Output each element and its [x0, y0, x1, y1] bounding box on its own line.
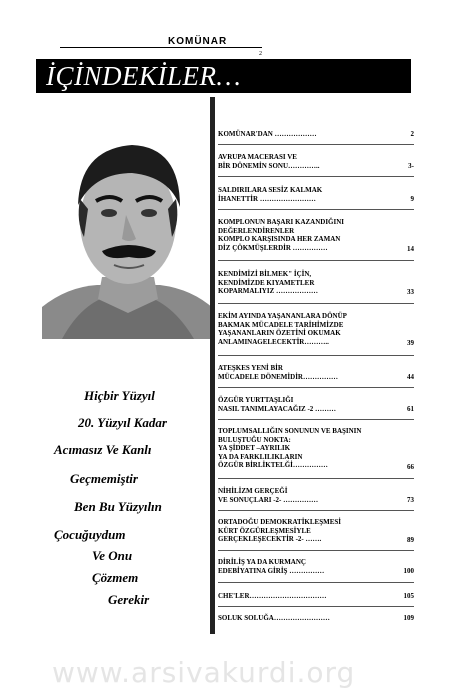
quote-line: Acımasız Ve Kanlı	[54, 442, 152, 457]
toc-page: 33	[407, 288, 414, 296]
toc-title-line: YAŞANANLARIN ÖZETİNİ OKUMAK	[218, 329, 341, 338]
toc-title-line: BİR DÖNEMİN SONU…………..	[218, 161, 320, 170]
quote-line: Ben Bu Yüzyılın	[74, 499, 162, 514]
toc-separator	[218, 144, 414, 145]
toc-title-line: İHANETTİR ……………………	[218, 194, 316, 203]
toc-entry[interactable]	[218, 396, 414, 413]
toc-page: 39	[407, 339, 414, 347]
toc-page: 89	[407, 536, 414, 544]
toc-title-line: ÖZGÜR YURTTAŞLIĞI	[218, 396, 294, 404]
toc-page: 61	[407, 405, 414, 413]
toc-separator	[218, 478, 414, 479]
toc-separator	[218, 510, 414, 511]
toc-title-line: KENDİMİZİ BİLMEK" İÇİN,	[218, 270, 312, 278]
toc-entry[interactable]	[218, 558, 414, 575]
toc-title-line: KOPARMALIYIZ ………………	[218, 287, 319, 296]
toc-title-line: TOPLUMSALLIĞIN SONUNUN VE BAŞININ	[218, 427, 362, 435]
toc-entry[interactable]	[218, 427, 414, 470]
toc-page: 109	[403, 614, 414, 622]
toc-entry[interactable]	[218, 364, 414, 381]
toc-title-line: BULUŞTUĞU NOKTA:	[218, 435, 291, 444]
toc-title-line: EKİM AYINDA YAŞANANLARA DÖNÜP	[218, 312, 347, 320]
toc-separator	[218, 303, 414, 304]
toc-title-line: SOLUK SOLUĞA……………………	[218, 614, 330, 622]
toc-title-line: BAKMAK MÜCADELE TARİHİMİZDE	[218, 320, 344, 329]
toc-entry[interactable]	[218, 592, 414, 601]
toc-entry[interactable]	[218, 487, 414, 504]
toc-entry[interactable]	[218, 153, 414, 170]
toc-title-line: VE SONUÇLARI -2- ……………	[218, 495, 319, 504]
toc-title-line: ATEŞKES YENİ BİR	[218, 364, 283, 372]
toc-title-line: KOMPLONUN BAŞARI KAZANDIĞINI	[218, 218, 345, 226]
toc-title-line: MÜCADELE DÖNEMİDİR……………	[218, 372, 338, 381]
toc-title-line: KOMPLO KARŞISINDA HER ZAMAN	[218, 235, 341, 244]
page-number: 2	[259, 51, 262, 57]
toc-title-line: YA DA FARKLILIKLARIN	[218, 452, 303, 461]
toc-page: 105	[403, 592, 414, 600]
toc-page: 73	[407, 496, 414, 504]
toc-title-line: AVRUPA MACERASI VE	[218, 153, 297, 161]
portrait-image	[42, 127, 214, 339]
toc-title-line: NASIL TANIMLAYACAĞIZ -2 ………	[218, 404, 337, 413]
toc-separator	[218, 550, 414, 551]
toc-separator	[218, 606, 414, 607]
toc-separator	[218, 209, 414, 210]
toc-entry[interactable]	[218, 270, 414, 296]
toc-title-line: GERÇEKLEŞECEKTİR -2- …….	[218, 535, 322, 544]
toc-separator	[218, 260, 414, 261]
toc-page: 3-	[408, 162, 414, 170]
toc-title-line: KENDİMİZDE KIYAMETLER	[218, 278, 315, 287]
toc-entry[interactable]	[218, 186, 414, 203]
quote-line: Hiçbir Yüzyıl	[84, 388, 155, 403]
toc-page: 100	[403, 567, 414, 575]
toc-page: 14	[407, 245, 414, 253]
toc-entry[interactable]	[218, 312, 414, 346]
quote-line: Çözmem	[92, 570, 139, 585]
quote-line: Gerekir	[108, 592, 150, 607]
toc-title-line: YA ŞİDDET –AYRILIK	[218, 444, 291, 453]
toc-title-line: KOMÜNAR'DAN ………………	[218, 130, 317, 138]
toc-title-line: ÖZGÜR BİRLİKTELĞİ……………	[218, 461, 328, 470]
toc-title-line: DİRİLİŞ YA DA KURMANÇ	[218, 558, 306, 566]
toc-separator	[218, 582, 414, 583]
toc-title-line: EDEBİYATINA GİRİŞ ……………	[218, 566, 325, 575]
toc-separator	[218, 176, 414, 177]
toc-title-line: DİZ ÇÖKMÜŞLERDİR ……………	[218, 243, 328, 252]
toc-page: 9	[410, 195, 414, 203]
masthead: KOMÜNAR	[168, 36, 228, 47]
toc-separator	[218, 355, 414, 356]
toc-title-line: SALDIRILARA SESİZ KALMAK	[218, 186, 323, 194]
toc-entry[interactable]	[218, 130, 414, 139]
toc-title-line: KÜRT ÖZGÜRLEŞMESİYLE	[218, 526, 311, 535]
toc-title-line: ORTADOĞU DEMOKRATİKLEŞMESİ	[218, 518, 341, 526]
page-title: İÇİNDEKİLER…	[46, 61, 241, 91]
toc-page: 66	[407, 463, 414, 471]
watermark: www.arsivakurdi.org	[52, 656, 356, 689]
toc-title-line: ANLAMINAGELECEKTİR………..	[218, 337, 329, 346]
column-divider	[210, 97, 215, 634]
toc-page: 2	[410, 130, 414, 138]
toc-entry[interactable]	[218, 518, 414, 544]
masthead-rule	[60, 47, 262, 48]
quote-line: 20. Yüzyıl Kadar	[78, 415, 167, 430]
toc-page: 44	[407, 373, 414, 381]
toc-separator	[218, 387, 414, 388]
quote-line: Çocuğuydum	[54, 527, 126, 542]
toc-title-line: DEĞERLENDİRENLER	[218, 226, 295, 235]
toc-title-line: CHE'LER……………………………	[218, 592, 327, 600]
quote-line: Ve Onu	[92, 548, 133, 563]
quote-line: Geçmemiştir	[70, 471, 138, 486]
toc-entry[interactable]	[218, 614, 414, 623]
toc-separator	[218, 419, 414, 420]
toc-entry[interactable]	[218, 218, 414, 252]
toc-title-line: NİHİLİZM GERÇEĞİ	[218, 487, 288, 495]
